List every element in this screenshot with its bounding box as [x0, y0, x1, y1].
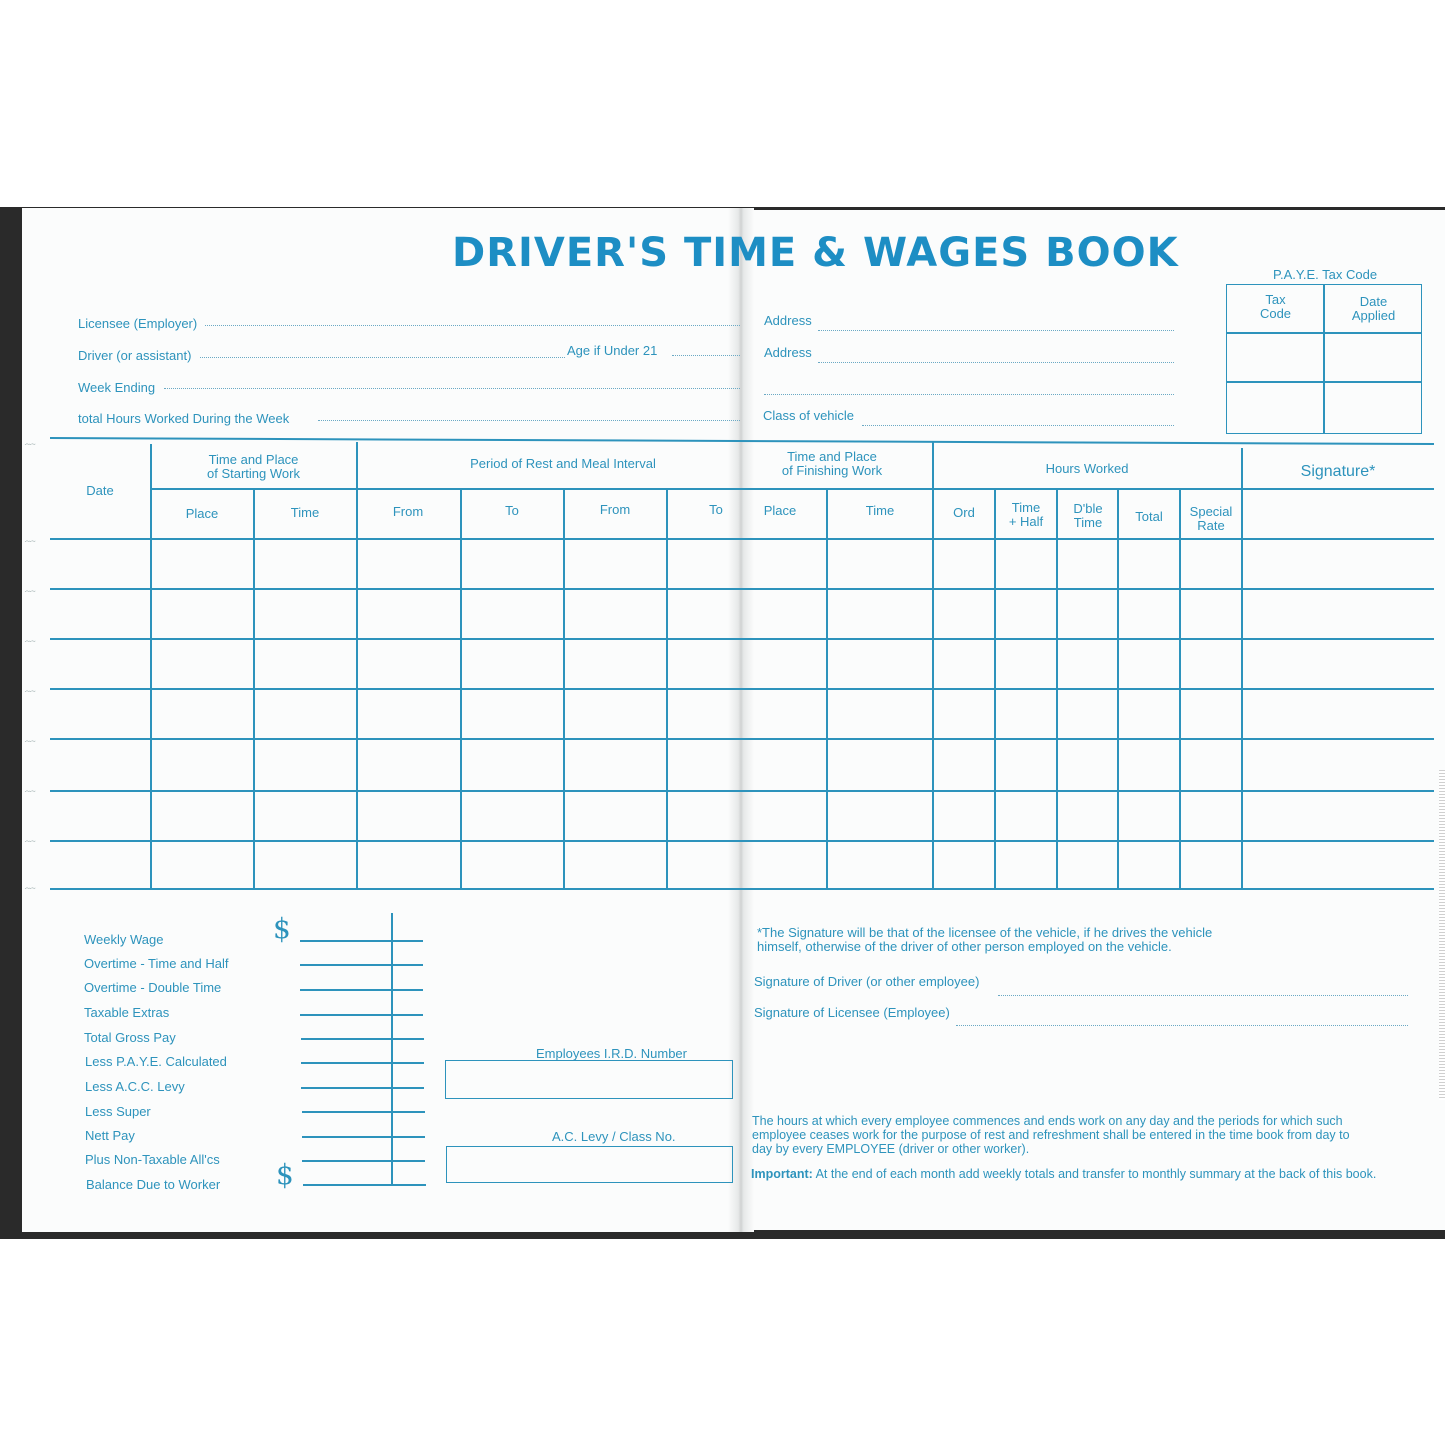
- starting-work-header: Time and Place of Starting Work: [207, 452, 300, 481]
- address2-field[interactable]: [818, 362, 1174, 363]
- nett-pay-label: Nett Pay: [85, 1128, 135, 1143]
- table-col-line: [563, 488, 565, 890]
- hours-worked-header: Hours Worked: [1045, 461, 1129, 476]
- age-field[interactable]: [672, 355, 740, 356]
- wage-amount-line[interactable]: [300, 940, 423, 942]
- perforation-mark: ·~·~: [24, 637, 35, 646]
- table-col-line: [994, 488, 996, 890]
- weekly-wage-label: Weekly Wage: [84, 932, 164, 947]
- perforation-mark: ·~·~: [24, 587, 35, 596]
- table-col-line: [1056, 488, 1058, 890]
- age-label: Age if Under 21: [567, 343, 658, 358]
- wage-amount-line[interactable]: [302, 1160, 425, 1162]
- less-super-label: Less Super: [85, 1104, 151, 1119]
- hours-footnote: The hours at which every employee commences and ends work on any day and the periods for which such employee ceases work for the purpose of rest and refreshment shall be entered in the time book from day to day by every EMPLOYEE (driver or other worker).: [752, 1114, 1350, 1156]
- address2-label: Address: [764, 345, 812, 360]
- wage-amount-line[interactable]: [301, 1038, 424, 1040]
- wage-amount-line[interactable]: [301, 1062, 424, 1064]
- driver-field[interactable]: [200, 357, 565, 358]
- table-col-line: [460, 488, 462, 890]
- start-place-header: Place: [185, 506, 219, 521]
- licensee-label: Licensee (Employer): [78, 316, 198, 331]
- wage-amount-line[interactable]: [302, 1136, 425, 1138]
- perforation-mark: ·~·~: [24, 687, 35, 696]
- driver-label: Driver (or assistant): [78, 348, 192, 363]
- finish-time-header: Time: [865, 503, 895, 518]
- table-col-line: [666, 488, 668, 890]
- acc-label: A.C. Levy / Class No.: [552, 1129, 676, 1144]
- wage-amount-line[interactable]: [301, 1087, 424, 1089]
- table-bottom-line: [50, 888, 1434, 890]
- paye-date-applied-header: Date Applied: [1351, 294, 1396, 323]
- perforation-mark: ·~·~: [24, 537, 35, 546]
- wage-amount-line[interactable]: [300, 964, 423, 966]
- paye-title: P.A.Y.E. Tax Code: [1273, 267, 1378, 282]
- rest-period-header: Period of Rest and Meal Interval: [470, 456, 656, 471]
- table-row-line: [50, 588, 1434, 590]
- signature-footnote: *The Signature will be that of the licensee of the vehicle, if he drives the vehicle himself, otherwise of the driver of other person employed on the vehicle.: [757, 925, 1213, 954]
- licensee-signature-label: Signature of Licensee (Employee): [754, 1005, 950, 1020]
- acc-field[interactable]: [446, 1146, 733, 1183]
- table-row-line: [50, 538, 1434, 540]
- table-col-line: [1117, 488, 1119, 890]
- page-edges: [1439, 770, 1445, 1100]
- table-row-line: [50, 840, 1434, 842]
- paye-row-line: [1226, 381, 1422, 383]
- table-row-line: [50, 688, 1434, 690]
- taxable-extras-label: Taxable Extras: [84, 1005, 170, 1020]
- week-ending-label: Week Ending: [78, 380, 156, 395]
- wage-amount-line[interactable]: [300, 1014, 423, 1016]
- address3-field[interactable]: [764, 394, 1174, 395]
- balance-due-label: Balance Due to Worker: [86, 1177, 221, 1192]
- ird-label: Employees I.R.D. Number: [536, 1046, 687, 1061]
- total-hours-label: total Hours Worked During the Week: [78, 411, 290, 426]
- double-time-header: D'ble Time: [1073, 501, 1103, 530]
- less-paye-label: Less P.A.Y.E. Calculated: [85, 1054, 227, 1069]
- finish-place-header: Place: [763, 503, 797, 518]
- dollar-sign-top: $: [273, 912, 291, 945]
- table-col-line: [1241, 448, 1243, 890]
- total-gross-label: Total Gross Pay: [84, 1030, 176, 1045]
- page-title: DRIVER'S TIME & WAGES BOOK: [452, 230, 1179, 276]
- table-col-line: [1179, 488, 1181, 890]
- dollar-sign-bottom: $: [276, 1158, 294, 1191]
- class-vehicle-field[interactable]: [862, 425, 1174, 426]
- perforation-mark: ·~·~: [24, 837, 35, 846]
- overtime-double-label: Overtime - Double Time: [84, 980, 222, 995]
- overtime-half-label: Overtime - Time and Half: [84, 956, 229, 971]
- ird-field[interactable]: [445, 1060, 733, 1099]
- address1-label: Address: [764, 313, 812, 328]
- important-label: Important:: [751, 1167, 813, 1181]
- perforation-mark: ·~·~: [24, 440, 35, 449]
- table-row-line: [50, 790, 1434, 792]
- perforation-mark: ·~·~: [24, 787, 35, 796]
- less-acc-label: Less A.C.C. Levy: [85, 1079, 185, 1094]
- table-row-line: [50, 638, 1434, 640]
- non-taxable-label: Plus Non-Taxable All'cs: [85, 1152, 220, 1167]
- driver-signature-field[interactable]: [998, 995, 1408, 996]
- important-note: [751, 1167, 1376, 1181]
- wage-amount-line[interactable]: [300, 989, 423, 991]
- rest-from2-header: From: [599, 502, 631, 517]
- signature-header: Signature*: [1300, 463, 1376, 480]
- paye-tax-code-header: Tax Code: [1259, 292, 1292, 321]
- perforation-mark: ·~·~: [24, 884, 35, 893]
- table-row-line: [50, 738, 1434, 740]
- start-time-header: Time: [290, 505, 320, 520]
- rest-to2-header: To: [709, 502, 723, 517]
- important-text: At the end of each month add weekly totals and transfer to monthly summary at the back of this book.: [812, 1167, 1377, 1181]
- perforation-mark: ·~·~: [24, 737, 35, 746]
- rest-from1-header: From: [392, 504, 424, 519]
- table-col-line: [253, 488, 255, 890]
- total-header: Total: [1135, 509, 1163, 524]
- week-ending-field[interactable]: [164, 388, 740, 389]
- date-header: Date: [86, 483, 114, 498]
- paye-row-line: [1226, 332, 1422, 334]
- licensee-signature-field[interactable]: [956, 1025, 1408, 1026]
- total-hours-field[interactable]: [318, 420, 740, 421]
- class-vehicle-label: Class of vehicle: [763, 408, 855, 423]
- licensee-field[interactable]: [205, 325, 740, 326]
- time-half-header: Time + Half: [1008, 500, 1044, 529]
- driver-signature-label: Signature of Driver (or other employee): [754, 974, 980, 989]
- address1-field[interactable]: [818, 330, 1174, 331]
- table-col-line: [826, 488, 828, 890]
- finishing-work-header: Time and Place of Finishing Work: [781, 449, 883, 478]
- rest-to1-header: To: [505, 503, 519, 518]
- ord-header: Ord: [953, 505, 975, 520]
- wages-cents-divider: [391, 913, 393, 1185]
- wage-amount-line[interactable]: [303, 1184, 426, 1186]
- wage-amount-line[interactable]: [302, 1111, 425, 1113]
- special-rate-header: Special Rate: [1189, 504, 1233, 533]
